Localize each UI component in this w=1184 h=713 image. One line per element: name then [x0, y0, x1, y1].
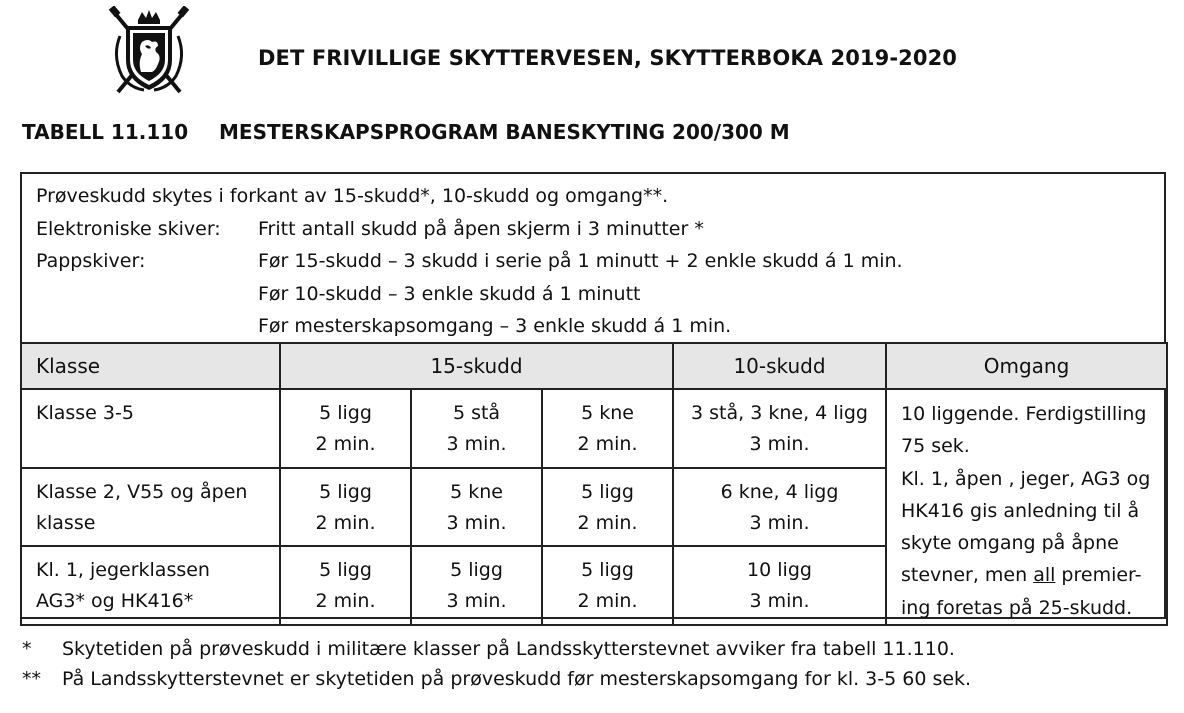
paper-line: Før mesterskapsomgang – 3 enkle skudd á 1 min. — [258, 315, 732, 337]
intro-line: Prøveskudd skytes i forkant av 15-skudd*, 10-skudd og omgang**. — [36, 185, 669, 207]
paper-line: Før 15-skudd – 3 skudd i serie på 1 minutt + 2 enkle skudd á 1 min. — [258, 250, 903, 272]
10-skudd-cell: 10 ligg 3 min. — [673, 546, 886, 625]
footnote-text: Skytetiden på prøveskudd i militære klasser på Landsskytterstevnet avviker fra tabell 11.110. — [62, 638, 955, 660]
table-header-row — [21, 343, 1167, 389]
15-skudd-cell: 5 ligg 3 min. — [411, 546, 542, 625]
table-caption — [22, 120, 790, 144]
footnote — [22, 634, 971, 664]
header-klasse: Klasse — [21, 343, 280, 389]
intro-text — [36, 180, 903, 343]
15-skudd-cell: 5 stå 3 min. — [411, 389, 542, 468]
header-15-skudd: 15-skudd — [280, 343, 673, 389]
10-skudd-cell: 3 stå, 3 kne, 4 ligg 3 min. — [673, 389, 886, 468]
header-omgang: Omgang — [886, 343, 1167, 389]
15-skudd-cell: 5 ligg 2 min. — [280, 546, 411, 625]
intro-paper-row — [36, 310, 903, 343]
klasse-cell: Kl. 1, jegerklassen AG3* og HK416* — [21, 546, 280, 625]
intro-electronic-row — [36, 213, 903, 246]
underlined-all: all — [1033, 564, 1056, 587]
footnote-mark: ** — [22, 668, 41, 690]
10-skudd-cell: 6 kne, 4 ligg 3 min. — [673, 468, 886, 547]
table-number: TABELL 11.110 — [22, 120, 189, 144]
klasse-cell: Klasse 3-5 — [21, 389, 280, 468]
footnotes — [22, 634, 971, 694]
15-skudd-cell: 5 kne 2 min. — [542, 389, 673, 468]
15-skudd-cell: 5 ligg 2 min. — [280, 468, 411, 547]
intro-paper-row — [36, 278, 903, 311]
15-skudd-cell: 5 kne 3 min. — [411, 468, 542, 547]
paper-label: Pappskiver: — [36, 250, 146, 272]
15-skudd-cell: 5 ligg 2 min. — [542, 546, 673, 625]
footnote-text: På Landsskytterstevnet er skytetiden på prøveskudd før mesterskapsomgang for kl. 3-5 60 sek. — [62, 668, 972, 690]
electronic-text: Fritt antall skudd på åpen skjerm i 3 minutter * — [258, 217, 704, 240]
program-table-box — [20, 172, 1166, 619]
paper-line: Før 10-skudd – 3 enkle skudd á 1 minutt — [258, 282, 641, 305]
15-skudd-cell: 5 ligg 2 min. — [280, 389, 411, 468]
klasse-cell: Klasse 2, V55 og åpen klasse — [21, 468, 280, 547]
intro-paper-row — [36, 245, 903, 278]
footnote — [22, 664, 971, 694]
table-row — [21, 389, 1167, 468]
table-title: MESTERSKAPSPROGRAM BANESKYTING 200/300 M — [219, 120, 790, 144]
document-header-title: DET FRIVILLIGE SKYTTERVESEN, SKYTTERBOKA 2019-2020 — [258, 46, 958, 70]
coat-of-arms-logo — [108, 6, 190, 98]
footnote-mark: * — [22, 638, 32, 660]
15-skudd-cell: 5 ligg 2 min. — [542, 468, 673, 547]
header-10-skudd: 10-skudd — [673, 343, 886, 389]
program-table — [20, 342, 1168, 626]
omgang-cell: 10 liggende. Ferdigstilling 75 sek. Kl. 1, åpen , jeger, AG3 og HK416 gis anledning til å skyte omgang på åpne stevner, men all premier- ing foretas på 25-skudd. — [886, 389, 1167, 625]
electronic-label: Elektroniske skiver: — [36, 217, 221, 240]
